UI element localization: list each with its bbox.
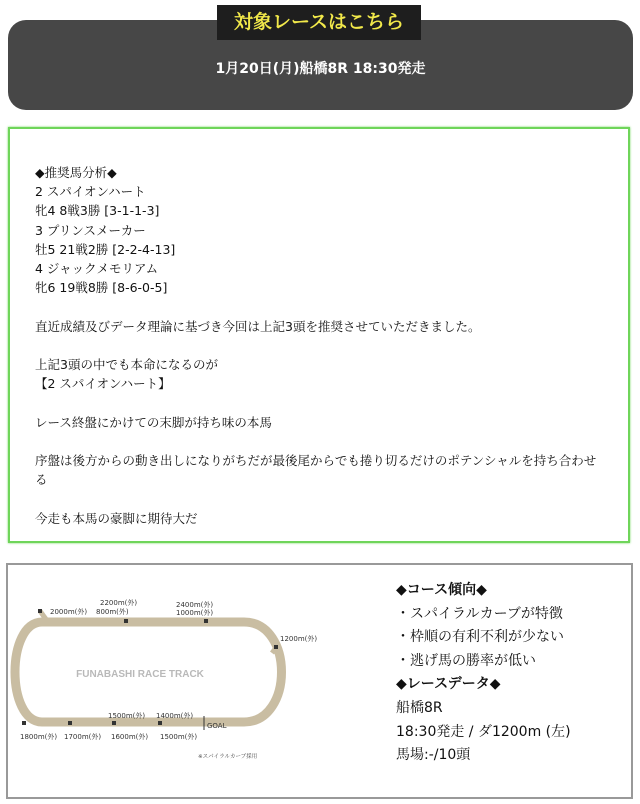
start-marker [204, 619, 208, 623]
race-data-item: 馬場:-/10頭 [396, 747, 471, 764]
analysis-heading: ◆推奨馬分析◆ [35, 165, 117, 180]
blank-line [35, 297, 610, 316]
course-trend-item: ・枠順の有利不利が少ない [396, 629, 564, 646]
distance-label: 800m(外) [96, 608, 129, 616]
race-track-map [8, 565, 386, 797]
horse-name: 4 ジャックメモリアム [35, 261, 159, 277]
distance-label: 1200m(外) [280, 635, 318, 643]
race-data-item: 18:30発走 / ダ1200m (左) [396, 723, 571, 740]
goal-label: GOAL [207, 722, 227, 730]
analysis-paragraph: る [35, 472, 48, 488]
horse-name: 2 スパイオンハート [35, 184, 146, 200]
track-note: ※スパイラルカーブ採用 [198, 754, 258, 760]
course-trend-item: ・逃げ馬の勝率が低い [396, 652, 536, 669]
course-panel [6, 563, 633, 799]
distance-label: 1500m(外) [160, 733, 198, 741]
course-trends [396, 579, 621, 768]
blank-line [35, 336, 610, 355]
horse-name: 3 プリンスメーカー [35, 222, 146, 238]
analysis-paragraph: レース終盤にかけての末脚が持ち味の本馬 [35, 414, 272, 430]
distance-label: 1500m(外) [108, 712, 146, 720]
analysis-paragraph: 上記3頭の中でも本命になるのが [35, 357, 218, 372]
start-marker [22, 721, 26, 725]
blank-line [35, 432, 610, 451]
start-marker [124, 619, 128, 623]
blank-line [35, 393, 610, 412]
start-marker [68, 721, 72, 725]
start-marker [112, 721, 116, 725]
distance-label: 1800m(外) [20, 733, 58, 741]
analysis-text [35, 163, 610, 528]
start-marker [158, 721, 162, 725]
distance-label: 1000m(外) [176, 609, 214, 617]
start-marker [38, 609, 42, 613]
race-info-text: 1月20日(月)船橋8R 18:30発走 [215, 61, 426, 77]
race-data-item: 船橋8R [396, 699, 443, 716]
analysis-paragraph: 今走も本馬の豪脚に期待大だ [35, 510, 198, 526]
analysis-panel [8, 127, 630, 543]
blank-line [35, 489, 610, 508]
distance-label: 2400m(外) [176, 601, 214, 609]
analysis-paragraph: 直近成績及びデータ理論に基づき今回は上記3頭を推奨させていただきました。 [35, 318, 481, 334]
distance-label: 2200m(外) [100, 599, 138, 607]
horse-record: 牝6 19戦8勝 [8-6-0-5] [35, 280, 168, 296]
favorite-horse: 【2 スパイオンハート】 [35, 376, 171, 392]
distance-label: 1600m(外) [111, 733, 149, 741]
horse-record: 牡5 21戦2勝 [2-2-4-13] [35, 241, 176, 257]
start-marker [274, 645, 278, 649]
race-section-title: 対象レースはこちら [217, 5, 421, 40]
course-trend-item: ・スパイラルカーブが特徴 [396, 605, 563, 622]
course-trend-heading: ◆コース傾向◆ [396, 582, 487, 598]
distance-label: 1400m(外) [156, 712, 194, 720]
race-data-heading: ◆レースデータ◆ [396, 676, 501, 693]
distance-label: 2000m(外) [50, 608, 88, 616]
distance-label: 1700m(外) [64, 733, 102, 741]
horse-record: 牝4 8戦3勝 [3-1-1-3] [35, 203, 160, 219]
analysis-paragraph: 序盤は後方からの動き出しになりがちだが最後尾からでも捲り切るだけのポテンシャルを持ち合わせ [35, 452, 597, 468]
track-map-title: FUNABASHI RACE TRACK [76, 669, 204, 680]
